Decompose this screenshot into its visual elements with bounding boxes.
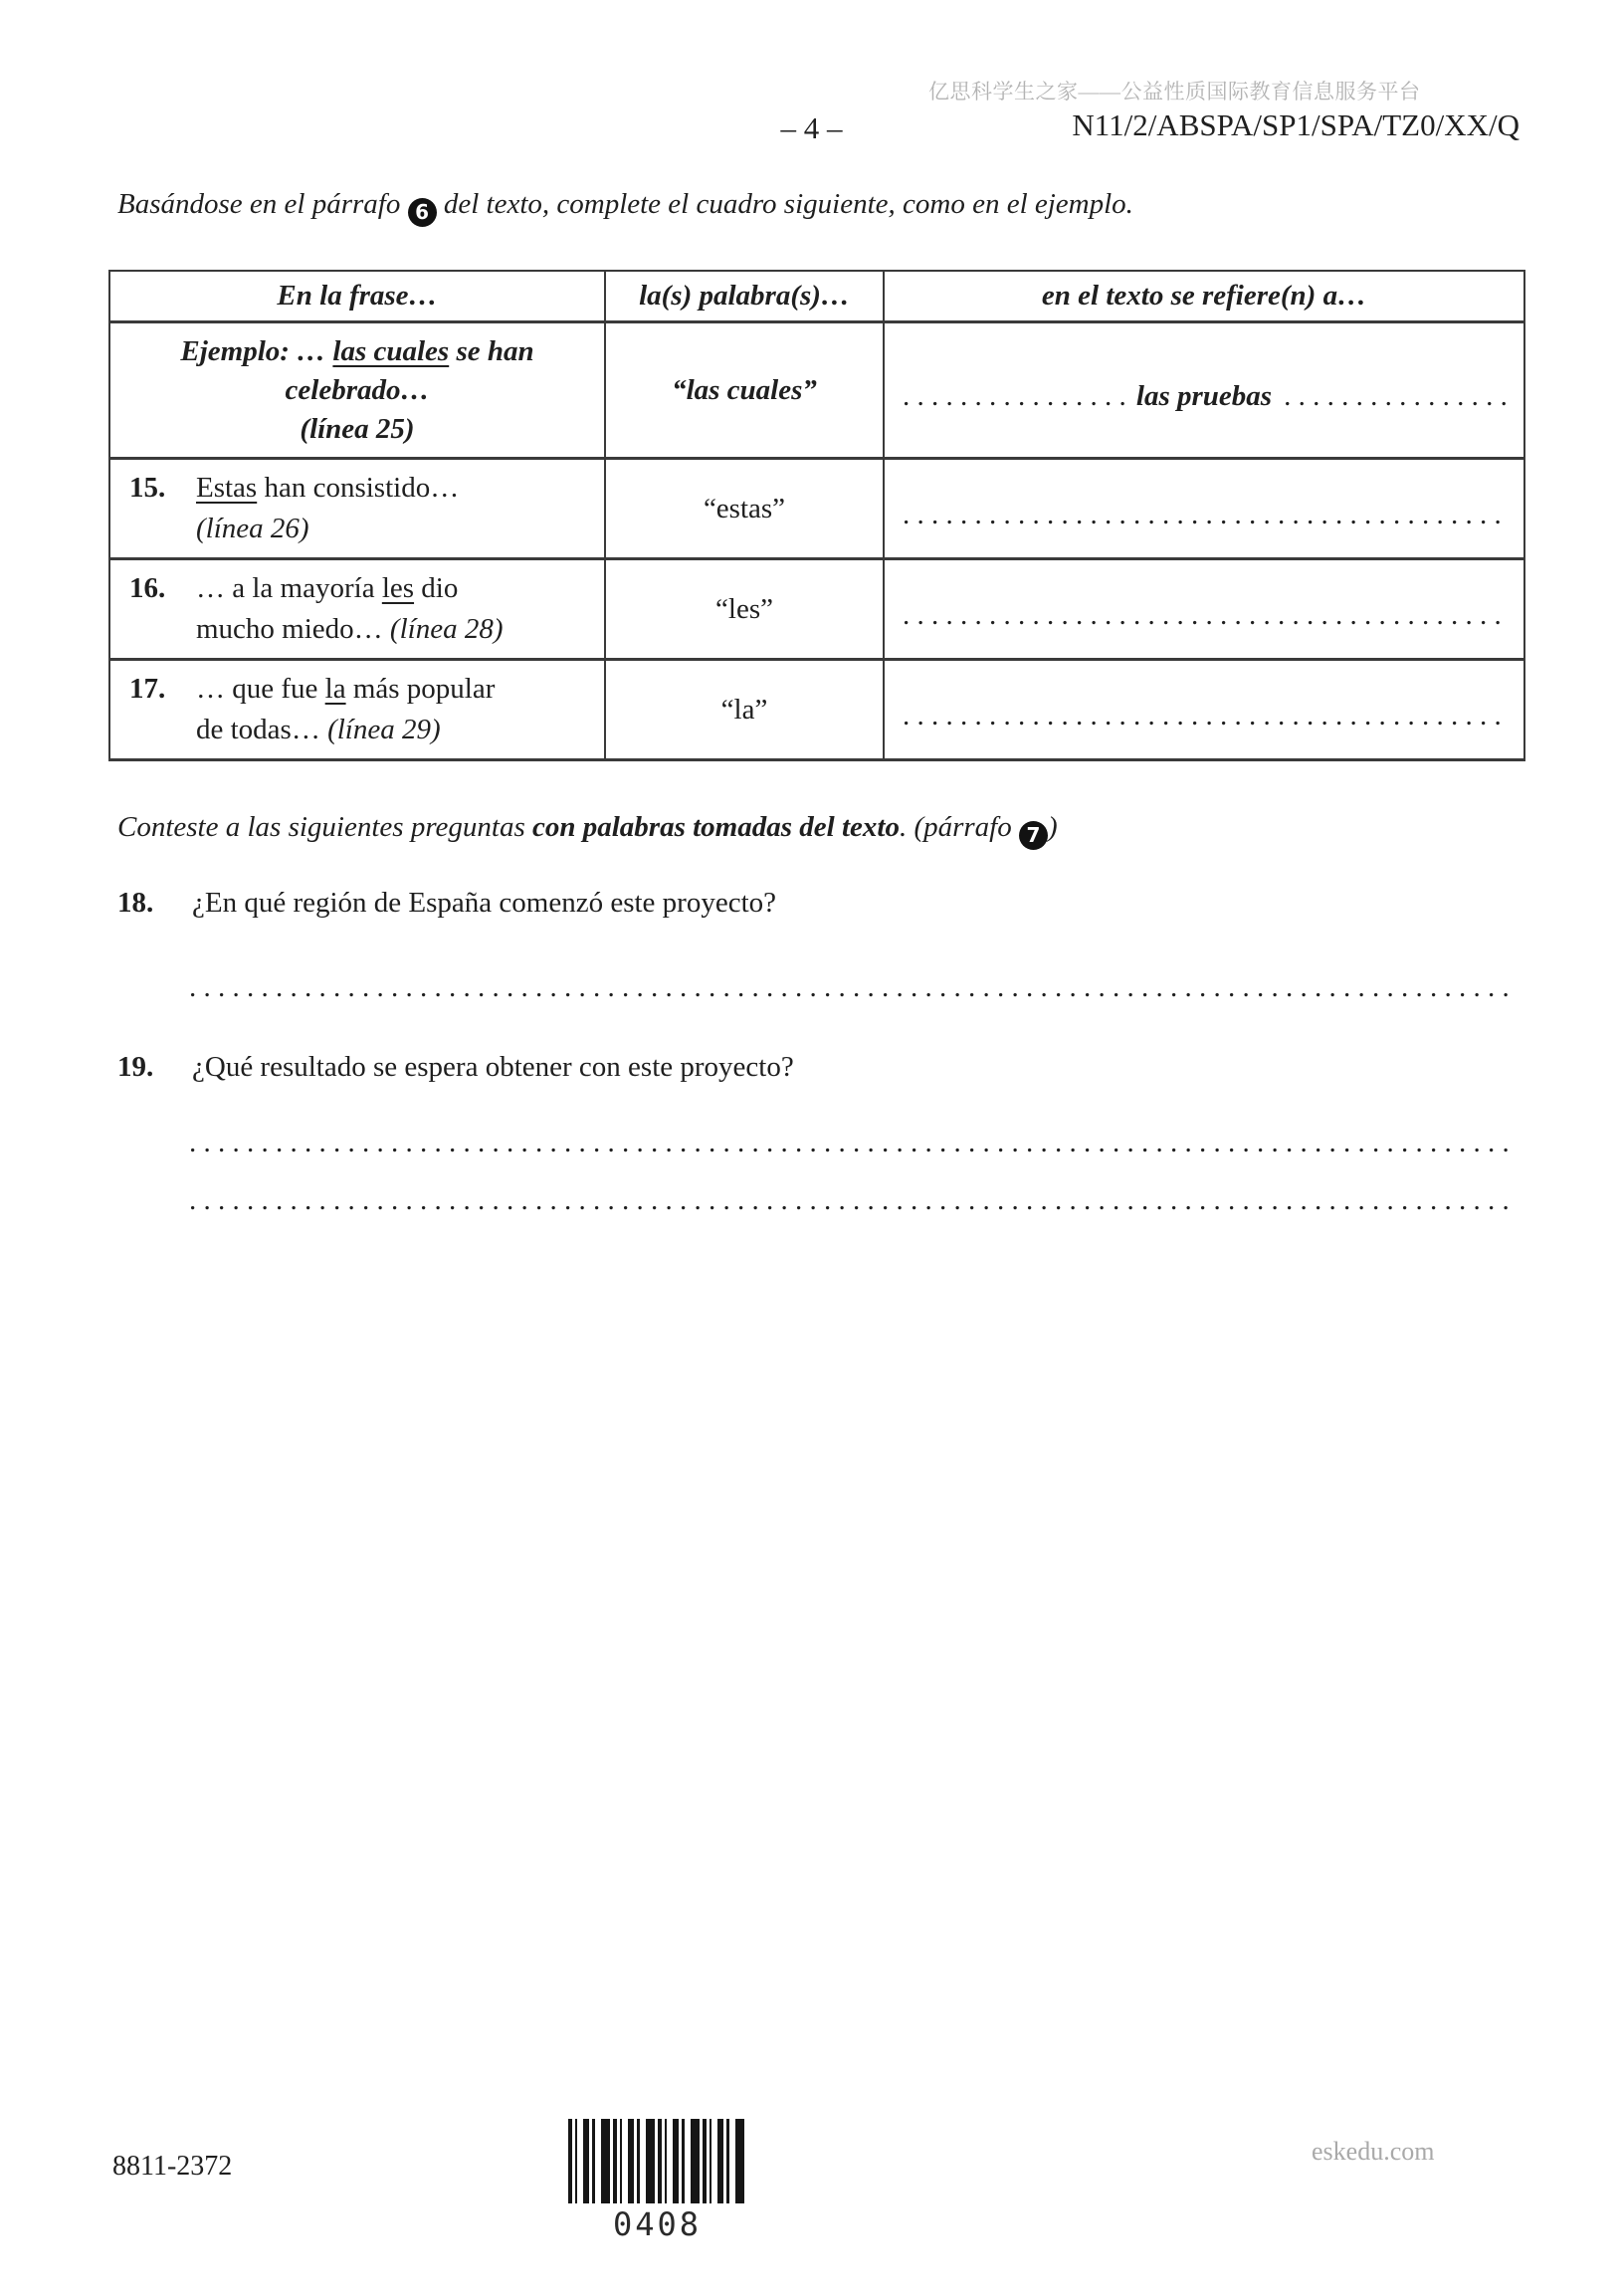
row-17-number: 17.	[129, 673, 166, 705]
table-row-17	[109, 660, 1524, 760]
table-instruction-suffix: del texto, complete el cuadro siguiente, como en el ejemplo.	[436, 188, 1133, 220]
table-instruction-prefix: Basándose en el párrafo	[117, 188, 408, 220]
table-row-15	[109, 459, 1524, 559]
question-18-number: 18.	[117, 887, 154, 919]
row-16-number: 16.	[129, 572, 166, 604]
row-15-underlined-word: Estas	[196, 472, 258, 504]
column-header-refers: en el texto se refiere(n) a…	[884, 271, 1524, 322]
barcode	[568, 2119, 746, 2203]
row-15-phrase: 15. Estas han consistido… (línea 26)	[109, 459, 605, 559]
questions-instruction-prefix: Conteste a las siguientes preguntas	[117, 811, 532, 843]
example-answer-cell	[884, 322, 1524, 459]
reference-table	[108, 270, 1525, 761]
answer-blank-17	[903, 700, 1506, 732]
row-16-underlined-word: les	[381, 572, 415, 604]
question-18-text: ¿En qué región de España comenzó este proyecto?	[192, 887, 776, 919]
row-17-phrase: 17. … que fue la más popular de todas… (línea 29)	[109, 660, 605, 760]
dotted-leader	[1284, 380, 1506, 413]
example-label: Ejemplo: …	[180, 334, 333, 367]
row-17-underlined-word: la	[324, 673, 346, 705]
answer-line-19-1	[189, 1127, 1515, 1164]
site-watermark: eskedu.com	[1312, 2137, 1435, 2166]
row-16-phrase: 16. … a la mayoría les dio mucho miedo… (línea 28)	[109, 559, 605, 660]
row-15-number: 15.	[129, 472, 166, 504]
question-18	[117, 887, 776, 920]
column-header-phrase: En la frase…	[109, 271, 605, 322]
question-19-number: 19.	[117, 1051, 154, 1083]
example-line2: celebrado…	[285, 373, 430, 406]
row-15-line-ref: (línea 26)	[196, 513, 309, 544]
chinese-watermark: 亿思科学生之家——公益性质国际教育信息服务平台	[928, 80, 1421, 104]
row-16-answer-cell	[884, 559, 1524, 660]
answer-blank-15	[903, 499, 1506, 531]
example-rest: se han	[449, 334, 534, 367]
row-15-answer-cell	[884, 459, 1524, 559]
question-19	[117, 1051, 794, 1084]
answer-blank-16	[903, 599, 1506, 632]
questions-instruction: Conteste a las siguientes preguntas con palabras tomadas del texto. (párrafo 7 )	[117, 811, 1058, 850]
page-number: – 4 –	[780, 110, 843, 145]
row-16-line-ref: (línea 28)	[389, 613, 504, 645]
column-header-word: la(s) palabra(s)…	[605, 271, 884, 322]
row-17-word-cell: “la”	[605, 660, 884, 760]
example-answer: las pruebas	[1135, 379, 1273, 412]
answer-line-19-2	[189, 1184, 1515, 1222]
barcode-number: 0408	[612, 2205, 703, 2243]
row-17-line-ref: (línea 29)	[327, 714, 441, 745]
example-phrase	[109, 322, 605, 459]
row-16-word-cell: “les”	[605, 559, 884, 660]
document-code: 8811-2372	[112, 2151, 233, 2182]
example-word-cell: “las cuales”	[605, 322, 884, 459]
answer-line-18	[189, 971, 1515, 1009]
questions-instruction-bold: con palabras tomadas del texto	[532, 811, 900, 843]
dotted-leader	[903, 380, 1124, 413]
table-instruction	[117, 188, 1133, 227]
table-header-row	[109, 271, 1524, 322]
exam-code: N11/2/ABSPA/SP1/SPA/TZ0/XX/Q	[1072, 107, 1520, 142]
paragraph-7-badge: 7	[1019, 821, 1048, 850]
table-row-16	[109, 559, 1524, 660]
row-15-word-cell: “estas”	[605, 459, 884, 559]
paragraph-6-badge: 6	[408, 198, 437, 227]
example-underlined-word: las cuales	[332, 334, 450, 367]
row-17-answer-cell	[884, 660, 1524, 760]
example-row	[109, 322, 1524, 459]
question-19-text: ¿Qué resultado se espera obtener con este proyecto?	[192, 1051, 794, 1083]
example-line-ref: (línea 25)	[300, 412, 415, 445]
